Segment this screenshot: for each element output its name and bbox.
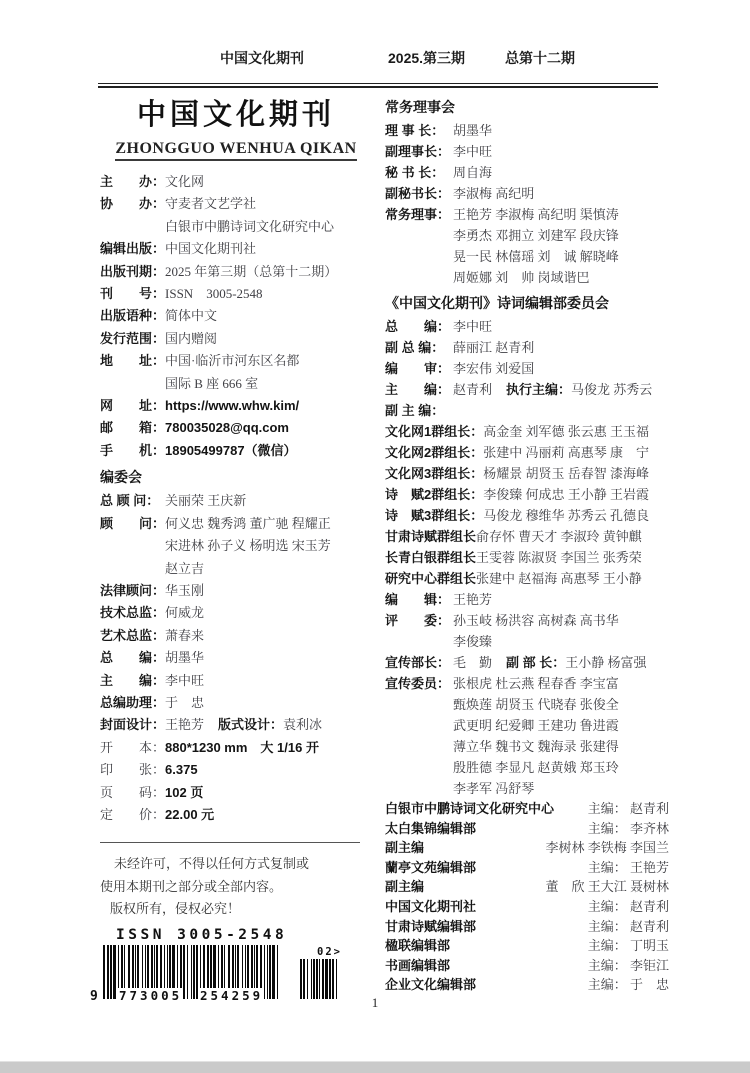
info-label: 总 编： [385, 319, 451, 334]
department-row [385, 917, 669, 937]
continuation-line: 赵立吉 [165, 560, 205, 576]
department-editor: 董 欣 王大江 聂树林 [545, 879, 669, 895]
header-divider [98, 83, 658, 88]
info-row [100, 625, 372, 647]
info-row [100, 804, 372, 826]
info-value: 18905499787（微信） [165, 442, 297, 458]
info-value: 张建中 冯丽莉 高惠琴 康 宁 [483, 445, 649, 460]
continuation-line: 白银市中鹏诗词文化研究中心 [165, 218, 335, 234]
info-value: 李中旺 [453, 144, 493, 159]
department-name: 企业文化编辑部 [385, 977, 477, 993]
info-row [100, 440, 372, 462]
info-label-2: 执行主编： [506, 382, 572, 397]
info-value: https://www.whw.kim/ [165, 398, 300, 414]
info-row [385, 162, 669, 183]
council-heading: 常务理事会 [385, 99, 455, 115]
barcode-addon [300, 947, 344, 999]
info-value: 薛丽江 赵青利 [453, 340, 535, 355]
info-row [385, 400, 669, 421]
info-label: 协 办： [100, 196, 166, 212]
info-value: 王艳芳 [165, 717, 205, 733]
info-label: 印 张： [100, 762, 166, 778]
info-value: ISSN 3005-2548 [165, 286, 263, 302]
info-label: 文化网3群组长： [385, 466, 484, 481]
info-continuation [385, 631, 669, 652]
info-row [385, 568, 669, 589]
department-editor: 主编： 赵青利 [587, 801, 669, 816]
info-value: 周自海 [453, 165, 493, 180]
council-list [385, 120, 669, 288]
info-row [385, 379, 669, 400]
info-label: 定 价： [100, 806, 166, 822]
department-row [385, 858, 669, 878]
info-label: 副秘书长： [385, 186, 451, 201]
info-row [100, 193, 372, 238]
department-name: 楹联编辑部 [385, 938, 451, 954]
info-value: 华玉刚 [165, 582, 205, 598]
info-value: 王艳芳 [453, 592, 493, 607]
info-row [385, 358, 669, 379]
right-column [385, 92, 669, 995]
info-row [385, 526, 669, 547]
department-row [385, 819, 669, 839]
info-row [100, 647, 372, 669]
info-value: 关丽荣 王庆新 [165, 493, 247, 509]
info-row [385, 316, 669, 337]
info-label: 副理事长： [385, 144, 451, 159]
info-row [100, 670, 372, 692]
continuation-line: 李俊臻 [453, 634, 493, 649]
info-value: 王艳芳 李淑梅 高纪明 渠慎涛 [453, 207, 619, 222]
info-row [100, 737, 372, 759]
info-label: 编 辑： [385, 592, 451, 607]
info-label: 文化网1群组长： [385, 424, 484, 439]
info-value: 李淑梅 高纪明 [453, 186, 535, 201]
info-row [100, 305, 372, 327]
continuation-line: 国际 B 座 666 室 [165, 375, 259, 391]
department-editor: 主编： 赵青利 [587, 898, 669, 914]
poetry-board-list [385, 316, 669, 799]
info-value: 毛 勤 [453, 655, 493, 670]
publication-info-list [100, 171, 372, 462]
info-value: 102 页 [165, 784, 204, 800]
info-continuation [100, 535, 372, 580]
department-row [385, 897, 669, 917]
info-row [385, 673, 669, 799]
info-row [385, 421, 669, 442]
info-value: 2025 年第三期（总第十二期） [165, 263, 338, 279]
header-issue: 2025.第三期 [388, 50, 466, 66]
info-value: 简体中文 [165, 308, 218, 324]
info-label-2: 版式设计： [218, 717, 284, 733]
info-value: 6.375 [165, 762, 198, 778]
barcode-digits-group1: 773005 [119, 987, 183, 1003]
info-row [100, 602, 372, 624]
info-label: 理 事 长： [385, 123, 445, 138]
department-row [385, 799, 669, 819]
department-name: 书画编辑部 [385, 957, 451, 973]
continuation-line: 李勇杰 邓拥立 刘建军 段庆锋 [453, 228, 619, 243]
info-label: 副 总 编： [385, 340, 445, 355]
info-label: 诗 赋2群组长： [385, 487, 484, 502]
info-value: 王雯蓉 陈淑贤 李国兰 张秀荣 [476, 550, 642, 565]
info-value: 高金奎 刘军德 张云惠 王玉福 [483, 424, 649, 439]
department-editor: 主编： 于 忠 [587, 977, 669, 993]
info-value: 胡墨华 [453, 123, 493, 138]
info-row [385, 183, 669, 204]
info-value: 李中旺 [165, 672, 205, 688]
info-value: 国内赠阅 [165, 330, 218, 346]
info-label: 主 办： [100, 174, 166, 189]
info-label: 秘 书 长： [385, 165, 445, 180]
continuation-line: 李孝军 冯舒琴 [453, 781, 535, 796]
info-continuation [385, 694, 669, 799]
info-label: 顾 问： [100, 515, 166, 531]
info-label: 封面设计： [100, 717, 166, 733]
info-row [385, 547, 669, 568]
info-row [385, 141, 669, 162]
info-label: 网 址： [100, 398, 166, 414]
info-value: 880*1230 mm 大 1/16 开 [165, 739, 319, 755]
department-editor: 李树林 李铁梅 李国兰 [545, 840, 669, 856]
info-label: 地 址： [100, 353, 166, 369]
info-row [100, 238, 372, 260]
info-continuation [100, 373, 372, 395]
info-row [385, 610, 669, 652]
department-editor: 主编： 赵青利 [587, 918, 669, 934]
departments-list [385, 799, 669, 995]
info-value: 何威龙 [165, 605, 205, 621]
info-row [385, 652, 669, 673]
info-label: 总 编： [100, 650, 166, 666]
info-value: 萧春来 [165, 627, 205, 643]
info-value: 文化网 [165, 174, 205, 189]
continuation-line: 甄焕莲 胡贤玉 代晓春 张俊全 [453, 697, 619, 712]
info-label: 研究中心群组长 [385, 571, 477, 586]
department-editor: 主编： 李钜江 [587, 957, 669, 973]
info-continuation [100, 216, 372, 238]
info-label: 宣传部长： [385, 655, 451, 670]
copyright-line: 使用本期刊之部分或全部内容。 [100, 878, 283, 894]
info-label: 甘肃诗赋群组长 [385, 529, 477, 544]
info-label: 宣传委员： [385, 676, 451, 691]
info-row [100, 395, 372, 417]
editorial-board-list [100, 490, 372, 826]
department-row [385, 936, 669, 956]
continuation-line: 晃一民 林僖瑶 刘 诚 解晓峰 [453, 249, 619, 264]
info-value: 何义忠 魏秀鸿 董广驰 程耀正 [165, 515, 331, 531]
info-label: 诗 赋3群组长： [385, 508, 484, 523]
barcode-addon-bars [300, 959, 344, 999]
barcode-addon-code: 02> [317, 945, 342, 958]
editorial-board-heading: 编委会 [100, 469, 142, 486]
info-label: 出版刊期： [100, 263, 166, 279]
info-row [100, 782, 372, 804]
info-value: 守麦者文艺学社 [165, 196, 257, 212]
info-label: 手 机： [100, 442, 166, 458]
issn-number: ISSN 3005-2548 [116, 926, 288, 943]
department-editor: 主编： 李齐林 [587, 820, 669, 836]
continuation-line: 薄立华 魏书文 魏海录 张建得 [453, 739, 619, 754]
scan-edge-strip [0, 1061, 750, 1073]
continuation-line: 殷胜德 李显凡 赵黄娥 郑玉玲 [453, 760, 619, 775]
header-volume: 总第十二期 [505, 50, 575, 66]
copyright-notice [100, 853, 372, 921]
info-row [100, 328, 372, 350]
copyright-line: 未经许可，不得以任何方式复制或 [114, 856, 310, 872]
info-row [385, 120, 669, 141]
info-row [100, 759, 372, 781]
info-row [385, 442, 669, 463]
continuation-line: 武更明 纪爱卿 王建功 鲁进霞 [453, 718, 619, 733]
info-label: 发行范围： [100, 330, 166, 346]
continuation-line: 周姬娜 刘 帅 岗域谐巴 [453, 270, 590, 285]
info-label: 文化网2群组长： [385, 445, 484, 460]
info-value: 赵青利 [453, 382, 493, 397]
department-editor: 主编： 丁明玉 [587, 938, 669, 954]
info-label: 编 审： [385, 361, 451, 376]
info-value: 马俊龙 穆维华 苏秀云 孔德良 [483, 508, 649, 523]
department-name: 副主编 [385, 840, 425, 856]
copyright-line: 版权所有，侵权必究！ [110, 901, 241, 917]
info-label: 总编助理： [100, 694, 166, 710]
info-value: 李中旺 [453, 319, 493, 334]
info-row [385, 463, 669, 484]
info-label: 主 编： [100, 672, 166, 688]
info-label-2: 副 部 长： [506, 655, 566, 670]
info-value-2: 袁利冰 [283, 717, 323, 733]
barcode-left-digit: 9 [90, 988, 98, 1004]
info-value: 中国文化期刊社 [165, 241, 257, 257]
department-name: 白银市中鹏诗词文化研究中心 [385, 801, 555, 816]
department-name: 太白集锦编辑部 [385, 820, 477, 836]
info-value: 780035028@qq.com [165, 420, 289, 436]
info-row [385, 505, 669, 526]
continuation-line: 宋进林 孙子义 杨明选 宋玉芳 [165, 538, 331, 554]
info-label: 艺术总监： [100, 627, 166, 643]
department-row [385, 956, 669, 976]
info-row [385, 589, 669, 610]
department-editor: 主编： 王艳芳 [587, 859, 669, 875]
info-row [100, 283, 372, 305]
info-label: 长青白银群组长 [385, 550, 477, 565]
barcode-digits-group2: 254259 [200, 987, 264, 1003]
journal-title-pinyin: ZHONGGUO WENHUA QIKAN [100, 140, 372, 161]
info-row [385, 484, 669, 505]
info-value: 于 忠 [165, 694, 205, 710]
info-label: 页 码： [100, 784, 166, 800]
info-row [100, 692, 372, 714]
info-row [100, 714, 372, 736]
department-name: 中国文化期刊社 [385, 898, 477, 914]
info-label: 评 委： [385, 613, 451, 628]
info-row [100, 350, 372, 395]
department-name: 甘肃诗赋编辑部 [385, 918, 477, 934]
info-value: 张建中 赵福海 高惠琴 王小静 [476, 571, 642, 586]
left-column [90, 94, 372, 1017]
info-row [385, 337, 669, 358]
journal-title: 中国文化期刊 [136, 99, 335, 131]
info-value: 杨耀景 胡贤玉 岳春智 漆海峰 [483, 466, 649, 481]
info-label: 开 本： [100, 739, 166, 755]
department-name: 副主编 [385, 879, 425, 895]
department-row [385, 975, 669, 995]
page-number: 1 [371, 995, 379, 1010]
info-row [100, 490, 372, 512]
info-value: 李俊臻 何成忠 王小静 王岩霞 [483, 487, 649, 502]
info-value: 李宏伟 刘爱国 [453, 361, 535, 376]
copyright-divider [100, 842, 360, 843]
info-row [100, 261, 372, 283]
info-label: 常务理事： [385, 207, 451, 222]
info-value-2: 马俊龙 苏秀云 [571, 382, 653, 397]
info-value: 张根虎 杜云燕 程春香 李宝富 [453, 676, 619, 691]
info-value: 俞存怀 曹天才 李淑玲 黄钟麒 [476, 529, 642, 544]
info-label: 邮 箱： [100, 420, 166, 436]
department-name: 蘭亭文苑编辑部 [385, 859, 477, 875]
info-label: 总 顾 问： [100, 493, 160, 509]
department-row [385, 877, 669, 897]
info-label: 副 主 编： [385, 403, 445, 418]
department-row [385, 838, 669, 858]
info-value: 胡墨华 [165, 650, 205, 666]
info-row [385, 204, 669, 288]
info-label: 法律顾问： [100, 582, 166, 598]
info-row [100, 580, 372, 602]
info-value: 中国·临沂市河东区名都 [165, 353, 300, 369]
info-row [100, 513, 372, 580]
info-row [100, 171, 372, 193]
info-continuation [385, 225, 669, 288]
info-value: 22.00 元 [165, 806, 215, 822]
info-label: 刊 号： [100, 286, 166, 302]
header-journal-title: 中国文化期刊 [220, 50, 304, 66]
info-label: 主 编： [385, 382, 451, 397]
info-label: 出版语种： [100, 308, 166, 324]
info-label: 编辑出版： [100, 241, 166, 257]
info-value: 孙玉岐 杨洪容 高树森 高书华 [453, 613, 619, 628]
poetry-board-heading: 《中国文化期刊》诗词编辑部委员会 [385, 295, 609, 311]
info-row [100, 417, 372, 439]
info-value-2: 王小静 杨富强 [565, 655, 647, 670]
info-label: 技术总监： [100, 605, 166, 621]
